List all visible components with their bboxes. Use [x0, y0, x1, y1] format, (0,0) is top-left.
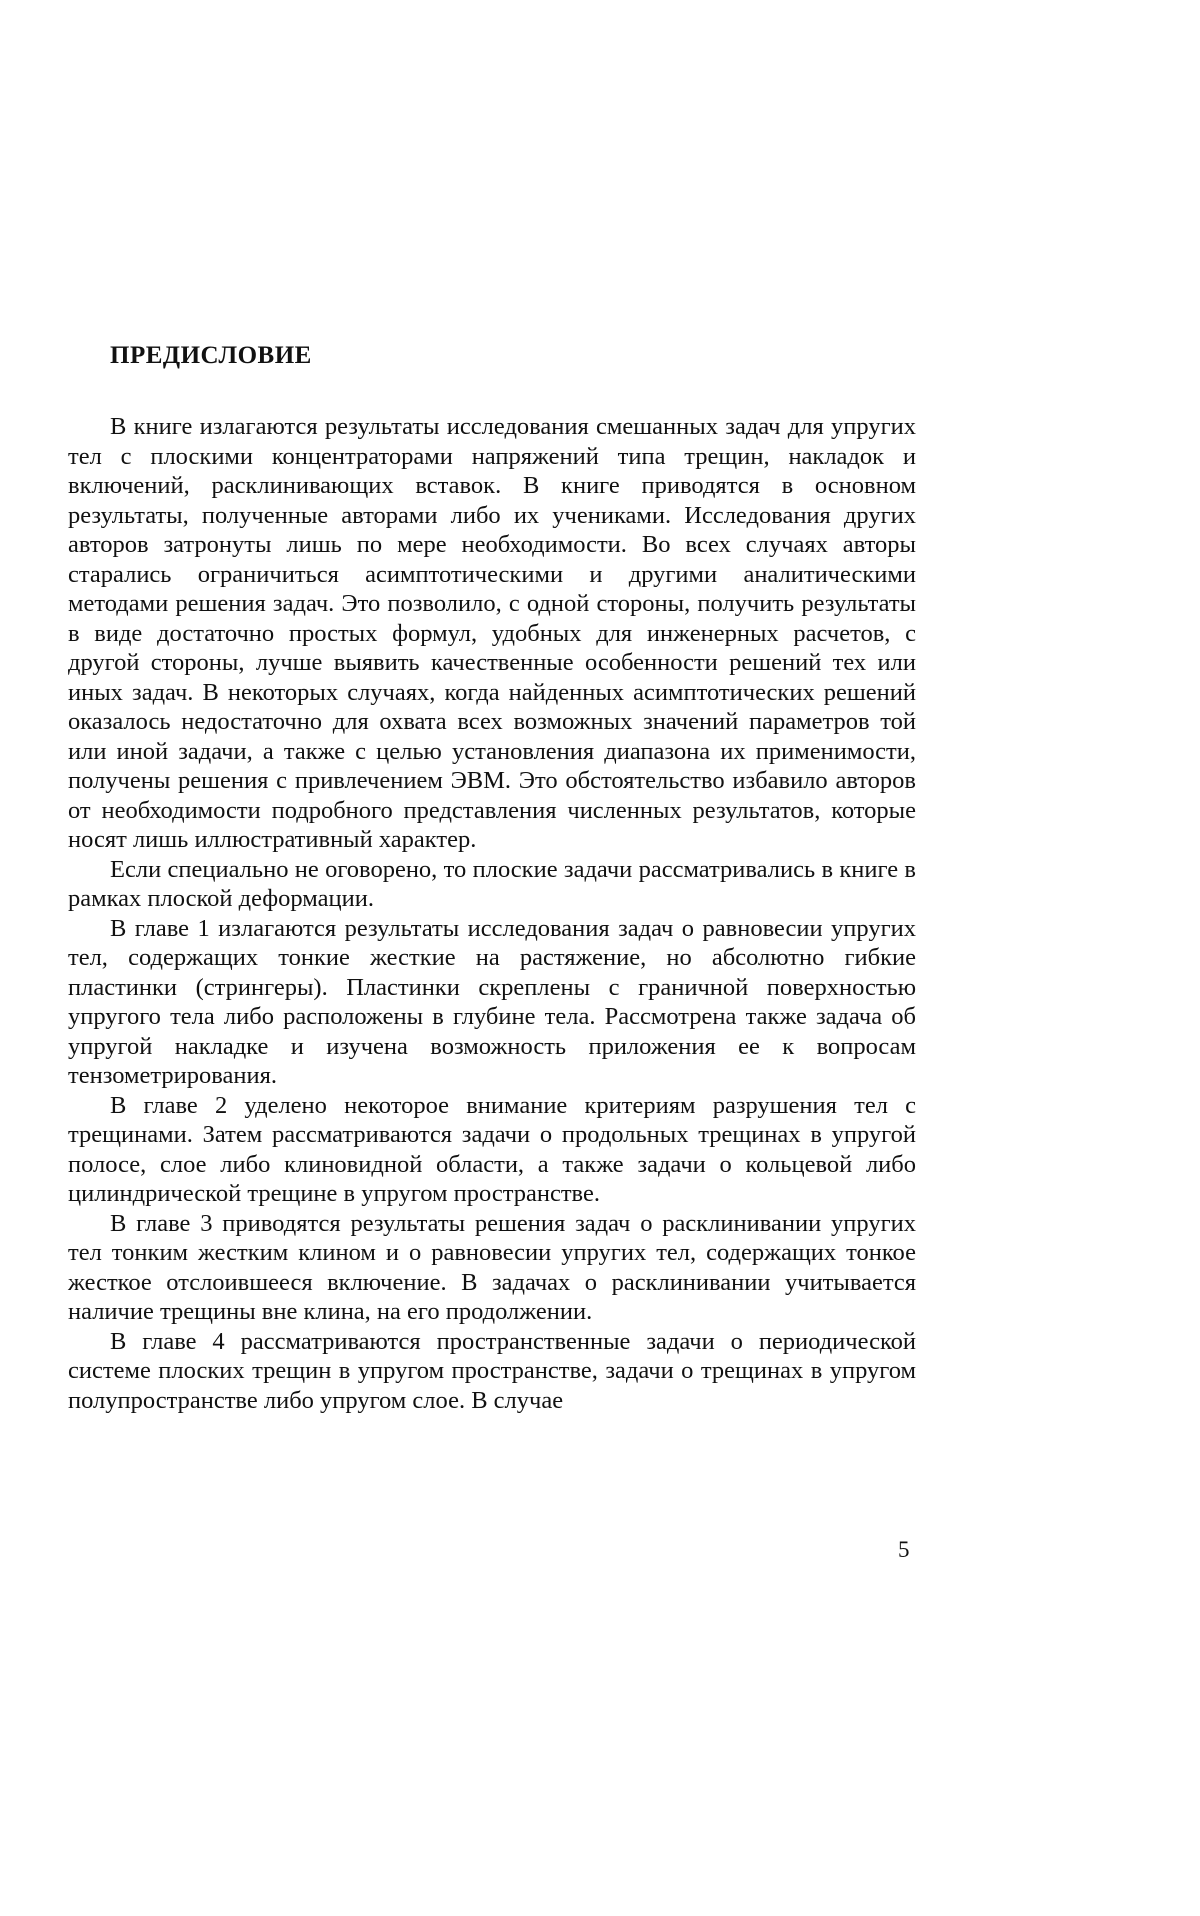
paragraph-chapter-3: В главе 3 приводятся результаты решения задач о расклинивании упругих тел тонким жестким клином и о равновесии упругих тел, содержащих тонкое жесткое отслоившееся включение. В задачах о расклинивании учитывается наличие трещины вне клина, на его продолжении. — [68, 1209, 916, 1325]
page-heading: ПРЕДИСЛОВИЕ — [110, 342, 312, 369]
body-text — [68, 412, 916, 1415]
paragraph-chapter-4: В главе 4 рассматриваются пространственные задачи о периодической системе плоских трещин в упругом пространстве, задачи о трещинах в упругом полупространстве либо упругом слое. В случае — [68, 1327, 916, 1414]
paragraph-chapter-1: В главе 1 излагаются результаты исследования задач о равновесии упругих тел, содержащих тонкие жесткие на растяжение, но абсолютно гибкие пластинки (стрингеры). Пластинки скреплены с граничной поверхностью упругого тела либо расположены в глубине тела. Рассмотрена также задача об упругой накладке и изучена возможность приложения ее к вопросам тензометрирования. — [68, 914, 916, 1089]
paragraph-chapter-2: В главе 2 уделено некоторое внимание критериям разрушения тел с трещинами. Затем рассматриваются задачи о продольных трещинах в упругой полосе, слое либо клиновидной области, а также задачи о кольцевой либо цилиндрической трещине в упругом пространстве. — [68, 1091, 916, 1207]
paragraph-plane-problems: Если специально не оговорено, то плоские задачи рассматривались в книге в рамках плоской деформации. — [68, 855, 916, 912]
paragraph-intro: В книге излагаются результаты исследования смешанных задач для упругих тел с плоскими концентраторами напряжений типа трещин, накладок и включений, расклинивающих вставок. В книге приводятся в основном результаты, полученные авторами либо их учениками. Исследования других авторов затронуты лишь по мере необходимости. Во всех случаях авторы старались ограничиться асимптотическими и другими аналитическими методами решения задач. Это позволило, с одной стороны, получить результаты в виде достаточно простых формул, удобных для инженерных расчетов, с другой стороны, лучше выявить качественные особенности решений тех или иных задач. В некоторых случаях, когда найденных асимптотических решений оказалось недостаточно для охвата всех возможных значений параметров той или иной задачи, а также с целью установления диапазона их применимости, получены решения с привлечением ЭВМ. Это обстоятельство избавило авторов от необходимости подробного представления численных результатов, которые носят лишь иллюстративный характер. — [68, 413, 916, 853]
page-number: 5 — [898, 1537, 910, 1562]
